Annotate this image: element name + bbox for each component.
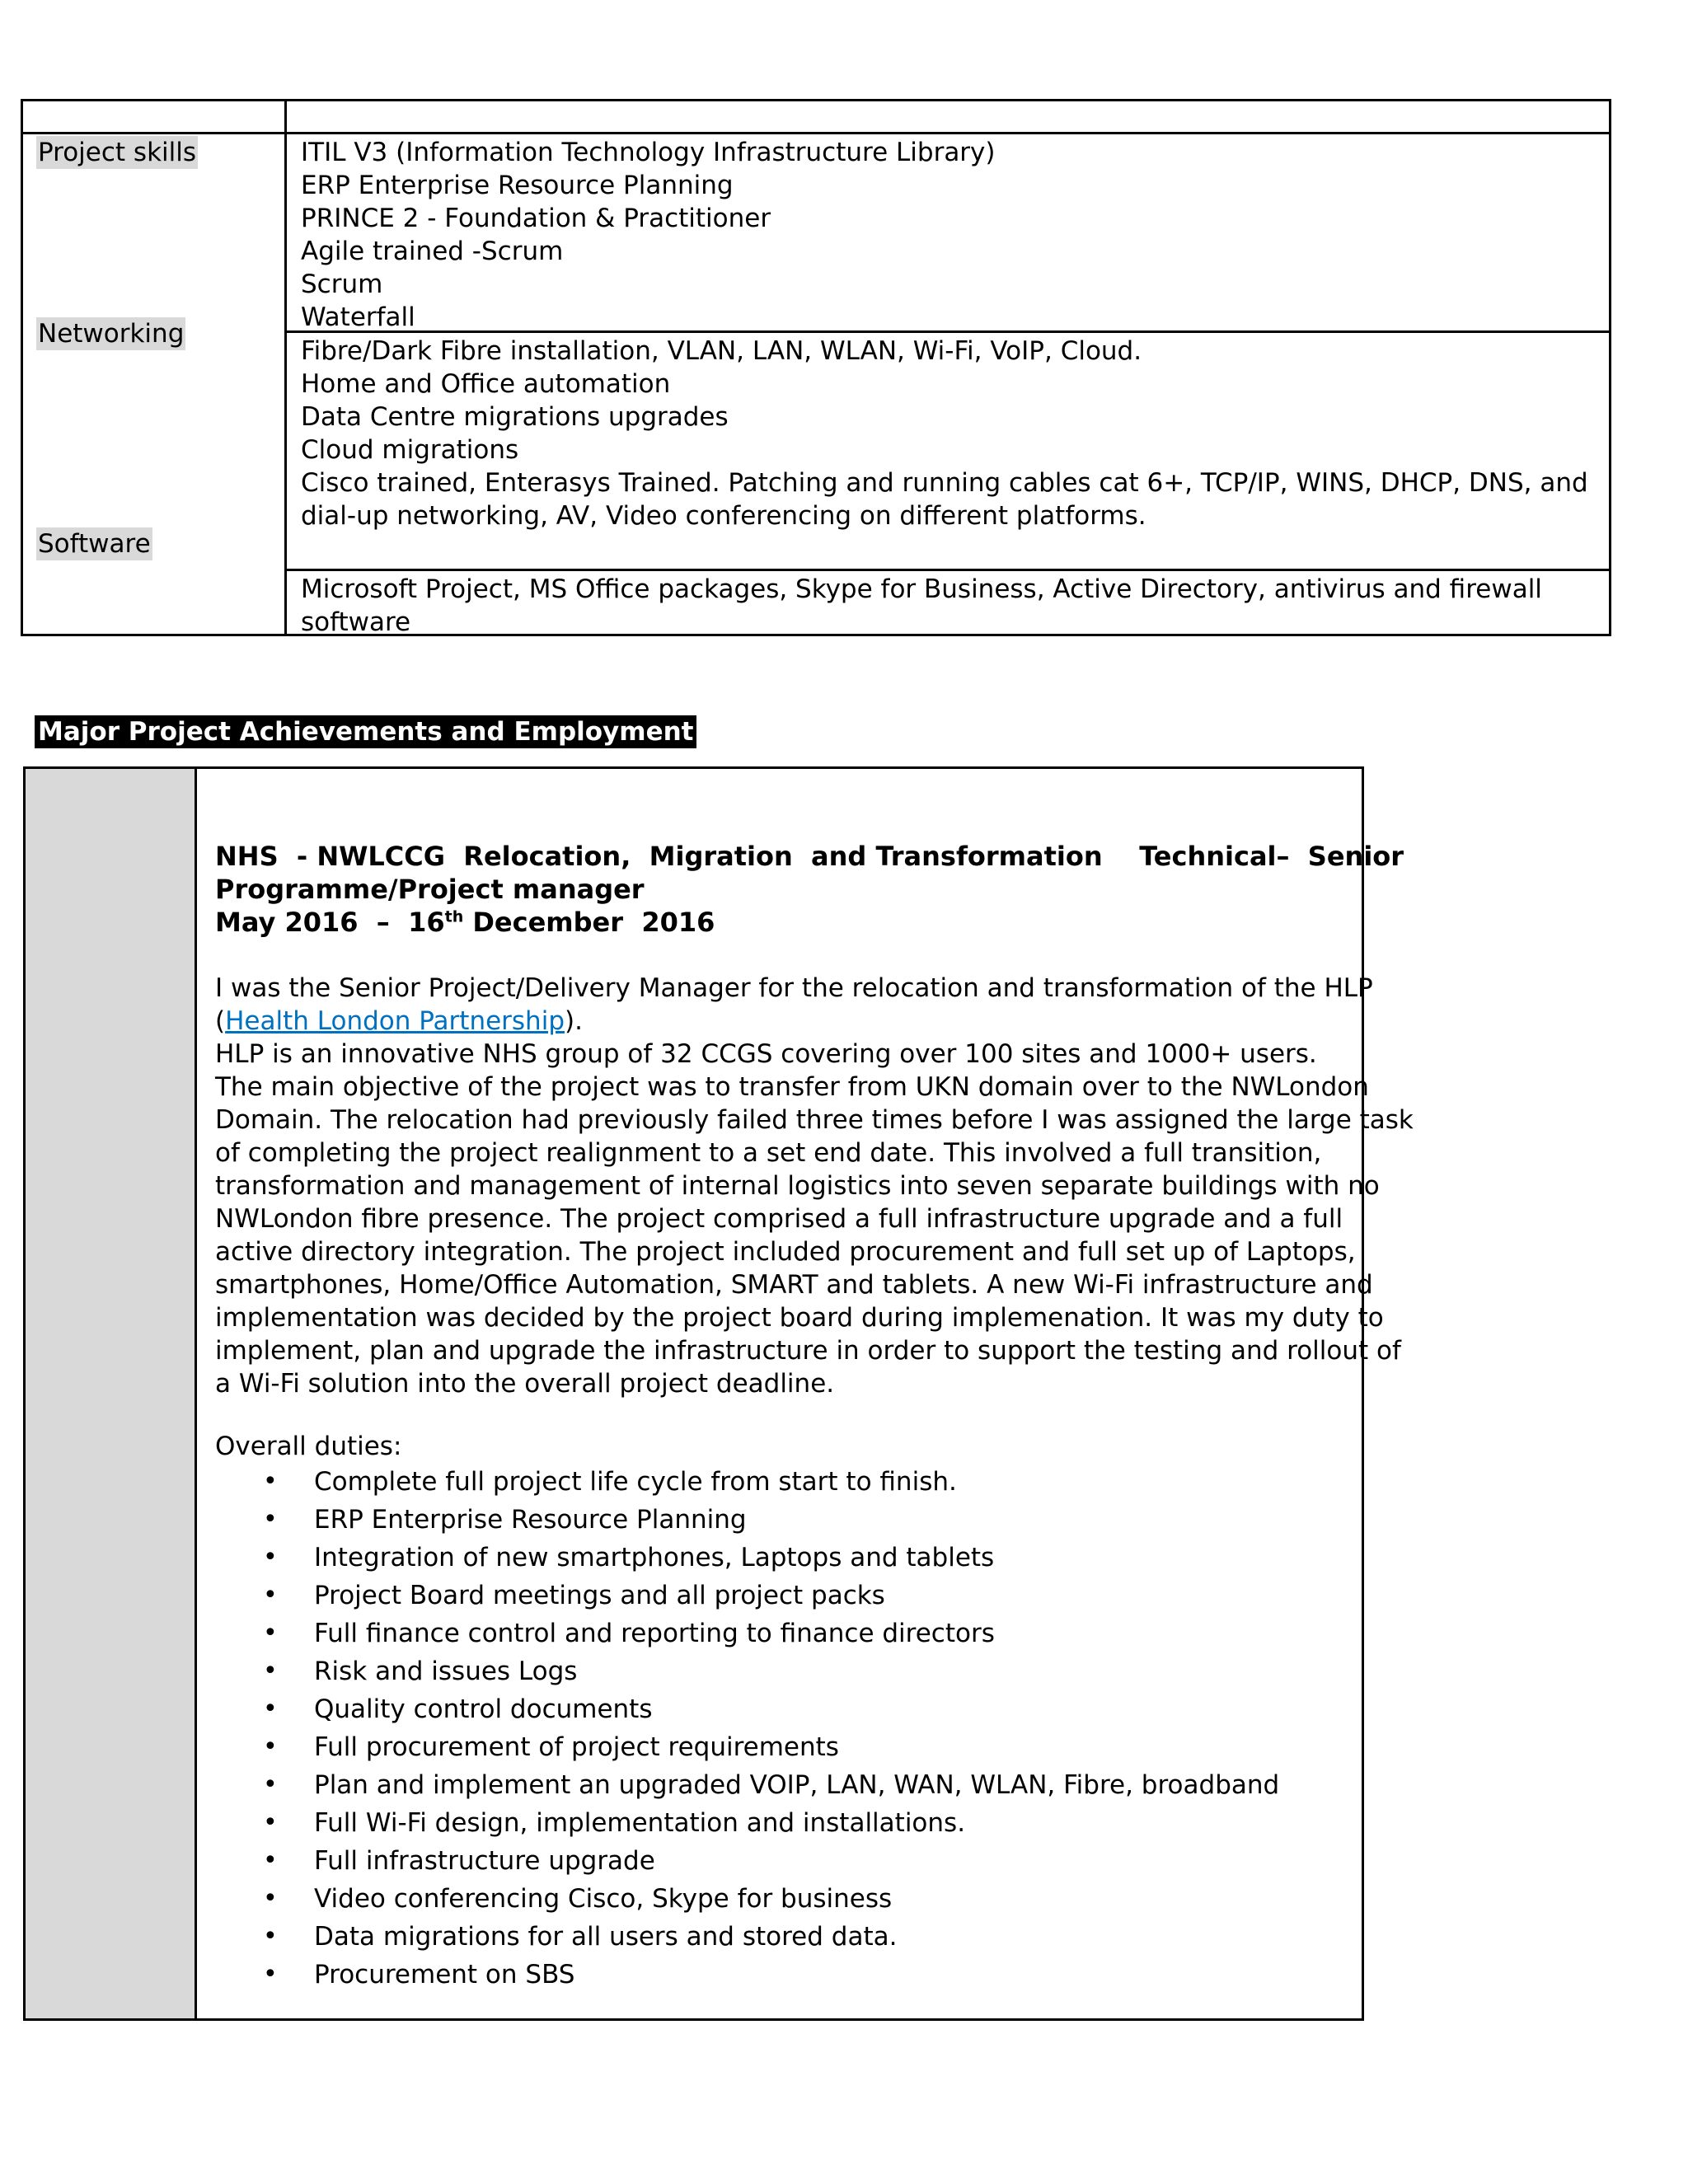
- list-item: PRINCE 2 - Foundation & Practitioner: [301, 204, 771, 233]
- employment-content: [215, 840, 1414, 1994]
- bullet-icon: •: [263, 1467, 278, 1496]
- list-item: [215, 1539, 1353, 1577]
- duty-text: Data migrations for all users and stored data.: [314, 1922, 898, 1952]
- duty-text: Integration of new smartphones, Laptops and tablets: [314, 1543, 995, 1572]
- list-item: software: [301, 607, 411, 637]
- bullet-icon: •: [263, 1732, 278, 1761]
- list-item: Microsoft Project, MS Office packages, Skype for Business, Active Directory, antivirus and firewall: [301, 574, 1542, 604]
- list-item: [215, 1501, 1353, 1539]
- paren-open: (: [215, 1006, 226, 1036]
- duty-text: Risk and issues Logs: [314, 1657, 578, 1686]
- job-title-line2: Programme/Project manager: [215, 874, 645, 905]
- list-item: [215, 1728, 1353, 1766]
- duty-text: Plan and implement an upgraded VOIP, LAN, WAN, WLAN, Fibre, broadband: [314, 1770, 1280, 1800]
- bullet-icon: •: [263, 1808, 278, 1837]
- paragraph-line: implement, plan and upgrade the infrastructure in order to support the testing and rollout of: [215, 1336, 1401, 1366]
- row-label-software: Software: [38, 529, 151, 559]
- bullet-icon: •: [263, 1543, 278, 1572]
- row-label-networking: Networking: [38, 319, 185, 349]
- side-shading-column: [26, 769, 197, 2018]
- table-column-divider: [284, 101, 287, 634]
- duty-text: ERP Enterprise Resource Planning: [314, 1505, 747, 1535]
- paragraph-line: Domain. The relocation had previously failed three times before I was assigned the large task: [215, 1105, 1414, 1135]
- list-item: Agile trained -Scrum: [301, 237, 564, 266]
- bullet-icon: •: [263, 1846, 278, 1875]
- list-item: [215, 1615, 1353, 1652]
- paragraph-line: HLP is an innovative NHS group of 32 CCGS covering over 100 sites and 1000+ users.: [215, 1039, 1317, 1069]
- list-item: [215, 1956, 1353, 1994]
- bullet-icon: •: [263, 1922, 278, 1951]
- list-item: [215, 1880, 1353, 1918]
- job-dates: [215, 906, 1353, 939]
- software-list: [301, 573, 1542, 639]
- bullet-icon: •: [263, 1960, 278, 1989]
- table-header-rule: [23, 132, 1609, 134]
- job-title-line1: NHS - NWLCCG Relocation, Migration and Transformation Technical– Senior: [215, 841, 1404, 872]
- duty-text: Complete full project life cycle from start to finish.: [314, 1467, 957, 1497]
- paragraph-line: [215, 1005, 1353, 1038]
- list-item: [215, 1463, 1353, 1501]
- list-item: [215, 1842, 1353, 1880]
- networking-list: [301, 335, 1588, 532]
- section-header: Major Project Achievements and Employment: [35, 715, 696, 748]
- duty-text: Full finance control and reporting to finance directors: [314, 1619, 995, 1648]
- bullet-icon: •: [263, 1581, 278, 1610]
- list-item: Fibre/Dark Fibre installation, VLAN, LAN, WLAN, Wi-Fi, VoIP, Cloud.: [301, 336, 1142, 366]
- paragraph-line: I was the Senior Project/Delivery Manager for the relocation and transformation of the HLP: [215, 973, 1373, 1003]
- list-item: Cisco trained, Enterasys Trained. Patching and running cables cat 6+, TCP/IP, WINS, DHCP, DNS, and: [301, 468, 1588, 498]
- duty-text: Full procurement of project requirements: [314, 1732, 839, 1762]
- list-item: Waterfall: [301, 302, 415, 332]
- list-item: ERP Enterprise Resource Planning: [301, 171, 734, 200]
- duty-text: Quality control documents: [314, 1694, 653, 1724]
- job-description: [215, 972, 1414, 1400]
- list-item: Cloud migrations: [301, 435, 519, 465]
- list-item: Scrum: [301, 269, 383, 299]
- paragraph-line: active directory integration. The project included procurement and full set up of Laptops,: [215, 1237, 1356, 1267]
- paragraph-line: smartphones, Home/Office Automation, SMART and tablets. A new Wi-Fi infrastructure and: [215, 1270, 1373, 1300]
- duty-text: Project Board meetings and all project packs: [314, 1581, 885, 1610]
- paragraph-line: transformation and management of internal logistics into seven separate buildings with no: [215, 1171, 1380, 1201]
- bullet-icon: •: [263, 1694, 278, 1723]
- bullet-icon: •: [263, 1884, 278, 1913]
- paragraph-line: of completing the project realignment to a set end date. This involved a full transition,: [215, 1138, 1322, 1168]
- list-item: [215, 1690, 1353, 1728]
- paren-close: ).: [565, 1006, 583, 1036]
- row-label-project-skills: Project skills: [38, 138, 197, 167]
- project-skills-list: [301, 136, 996, 334]
- paragraph-line: NWLondon fibre presence. The project comprised a full infrastructure upgrade and a full: [215, 1204, 1343, 1234]
- duties-label: Overall duties:: [215, 1432, 402, 1461]
- list-item: ITIL V3 (Information Technology Infrastructure Library): [301, 138, 996, 167]
- list-item: [215, 1804, 1353, 1842]
- bullet-icon: •: [263, 1505, 278, 1534]
- duties-list: [215, 1463, 1353, 1994]
- duty-text: Procurement on SBS: [314, 1960, 575, 1990]
- bullet-icon: •: [263, 1657, 278, 1685]
- list-item: Home and Office automation: [301, 369, 671, 399]
- dates-suffix: December 2016: [463, 907, 715, 938]
- duty-text: Full infrastructure upgrade: [314, 1846, 655, 1876]
- health-london-partnership-link[interactable]: Health London Partnership: [225, 1006, 565, 1036]
- list-item: dial-up networking, AV, Video conferencing on different platforms.: [301, 501, 1146, 531]
- skills-table: [21, 99, 1611, 636]
- list-item: Data Centre migrations upgrades: [301, 402, 729, 432]
- duty-text: Video conferencing Cisco, Skype for business: [314, 1884, 893, 1914]
- bullet-icon: •: [263, 1619, 278, 1647]
- list-item: [215, 1766, 1353, 1804]
- paragraph-line: a Wi-Fi solution into the overall project deadline.: [215, 1369, 835, 1399]
- dates-sup: th: [444, 907, 464, 926]
- list-item: [215, 1577, 1353, 1615]
- paragraph-line: implementation was decided by the project board during implemenation. It was my duty to: [215, 1303, 1384, 1333]
- list-item: [215, 1918, 1353, 1956]
- bullet-icon: •: [263, 1770, 278, 1799]
- paragraph-line: The main objective of the project was to transfer from UKN domain over to the NWLondon: [215, 1072, 1369, 1102]
- dates-prefix: May 2016 – 16: [215, 907, 445, 938]
- table-row-rule: [284, 569, 1609, 571]
- duty-text: Full Wi-Fi design, implementation and installations.: [314, 1808, 966, 1838]
- list-item: [215, 1652, 1353, 1690]
- employment-box: [23, 766, 1414, 2021]
